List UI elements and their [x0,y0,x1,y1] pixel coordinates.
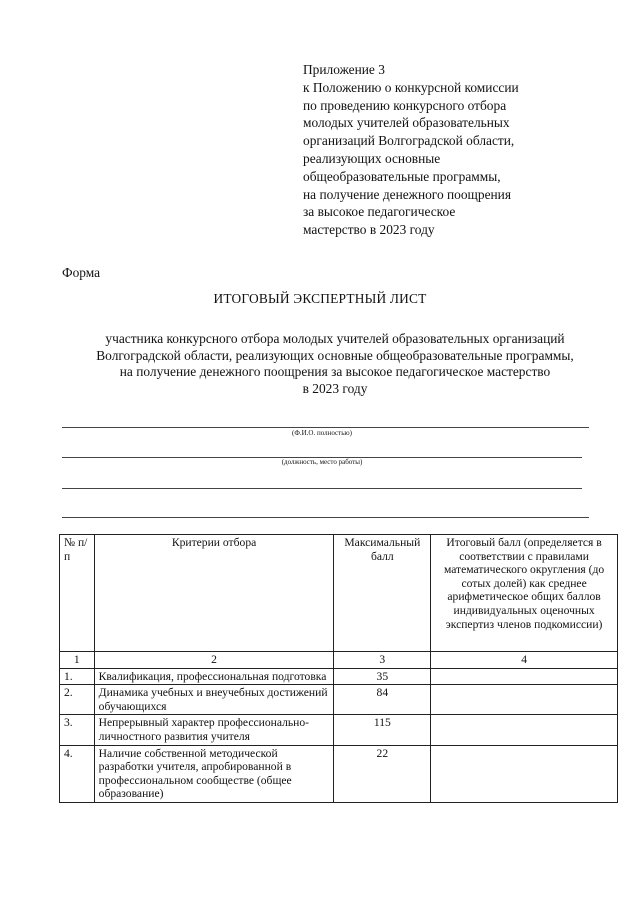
row-criteria: Непрерывный характер профессионально-личностного развития учителя [94,715,334,745]
row-max: 35 [334,668,431,685]
row-num: 3. [60,715,95,745]
row-final[interactable] [431,668,618,685]
position-caption: (должность, место работы) [281,458,363,466]
col-number: 3 [334,652,431,669]
row-criteria: Квалификация, профессиональная подготовка [94,668,334,685]
appendix-line: организаций Волгоградской области, [303,133,515,149]
appendix-line: реализующих основные [303,150,441,166]
blank-line [62,517,589,518]
fio-caption: (Ф.И.О. полностью) [292,429,352,437]
row-final[interactable] [431,745,618,802]
table-row [60,685,618,715]
table-header-row [60,535,618,652]
col-number: 2 [94,652,334,669]
row-criteria: Наличие собственной методической разработки учителя, апробированной в профессиональном сообществе (общее образование) [94,745,334,802]
document-title: ИТОГОВЫЙ ЭКСПЕРТНЫЙ ЛИСТ [213,291,427,306]
appendix-line: общеобразовательные программы, [303,168,501,184]
header-num: № п/п [60,535,95,652]
appendix-line: на получение денежного поощрения [303,186,511,202]
header-criteria: Критерии отбора [94,535,334,652]
table-row [60,715,618,745]
subtitle-line: Волгоградской области, реализующих основные общеобразовательные программы, [96,347,574,363]
row-num: 4. [60,745,95,802]
form-label: Форма [62,265,101,280]
row-final[interactable] [431,685,618,715]
column-number-row [60,652,618,669]
appendix-line: за высокое педагогическое [303,204,456,220]
col-number: 1 [60,652,95,669]
row-num: 2. [60,685,95,715]
criteria-table [59,534,618,803]
row-criteria: Динамика учебных и внеучебных достижений обучающихся [94,685,334,715]
row-max: 22 [334,745,431,802]
appendix-line: к Положению о конкурсной комиссии [303,79,519,95]
subtitle-line: в 2023 году [302,380,368,396]
row-max: 115 [334,715,431,745]
appendix-line: Приложение 3 [303,62,385,77]
fio-line [62,427,589,428]
subtitle-line: на получение денежного поощрения за высокое педагогическое мастерство [119,364,551,380]
appendix-line: молодых учителей образовательных [303,115,510,131]
header-final: Итоговый балл (определяется в соответствии с правилами математического округления (до сотых долей) как среднее арифметическое общих баллов индивидуальных оценочных экспертиз членов подкомиссии) [431,535,618,652]
appendix-note [303,61,623,239]
document-subtitle [50,331,620,397]
row-max: 84 [334,685,431,715]
row-final[interactable] [431,715,618,745]
table-row [60,745,618,802]
col-number: 4 [431,652,618,669]
header-max: Максимальный балл [334,535,431,652]
row-num: 1. [60,668,95,685]
appendix-line: мастерство в 2023 году [303,222,435,238]
subtitle-line: участника конкурсного отбора молодых учителей образовательных организаций [105,331,565,346]
blank-line [62,488,582,489]
appendix-line: по проведению конкурсного отбора [303,97,507,113]
table-row [60,668,618,685]
